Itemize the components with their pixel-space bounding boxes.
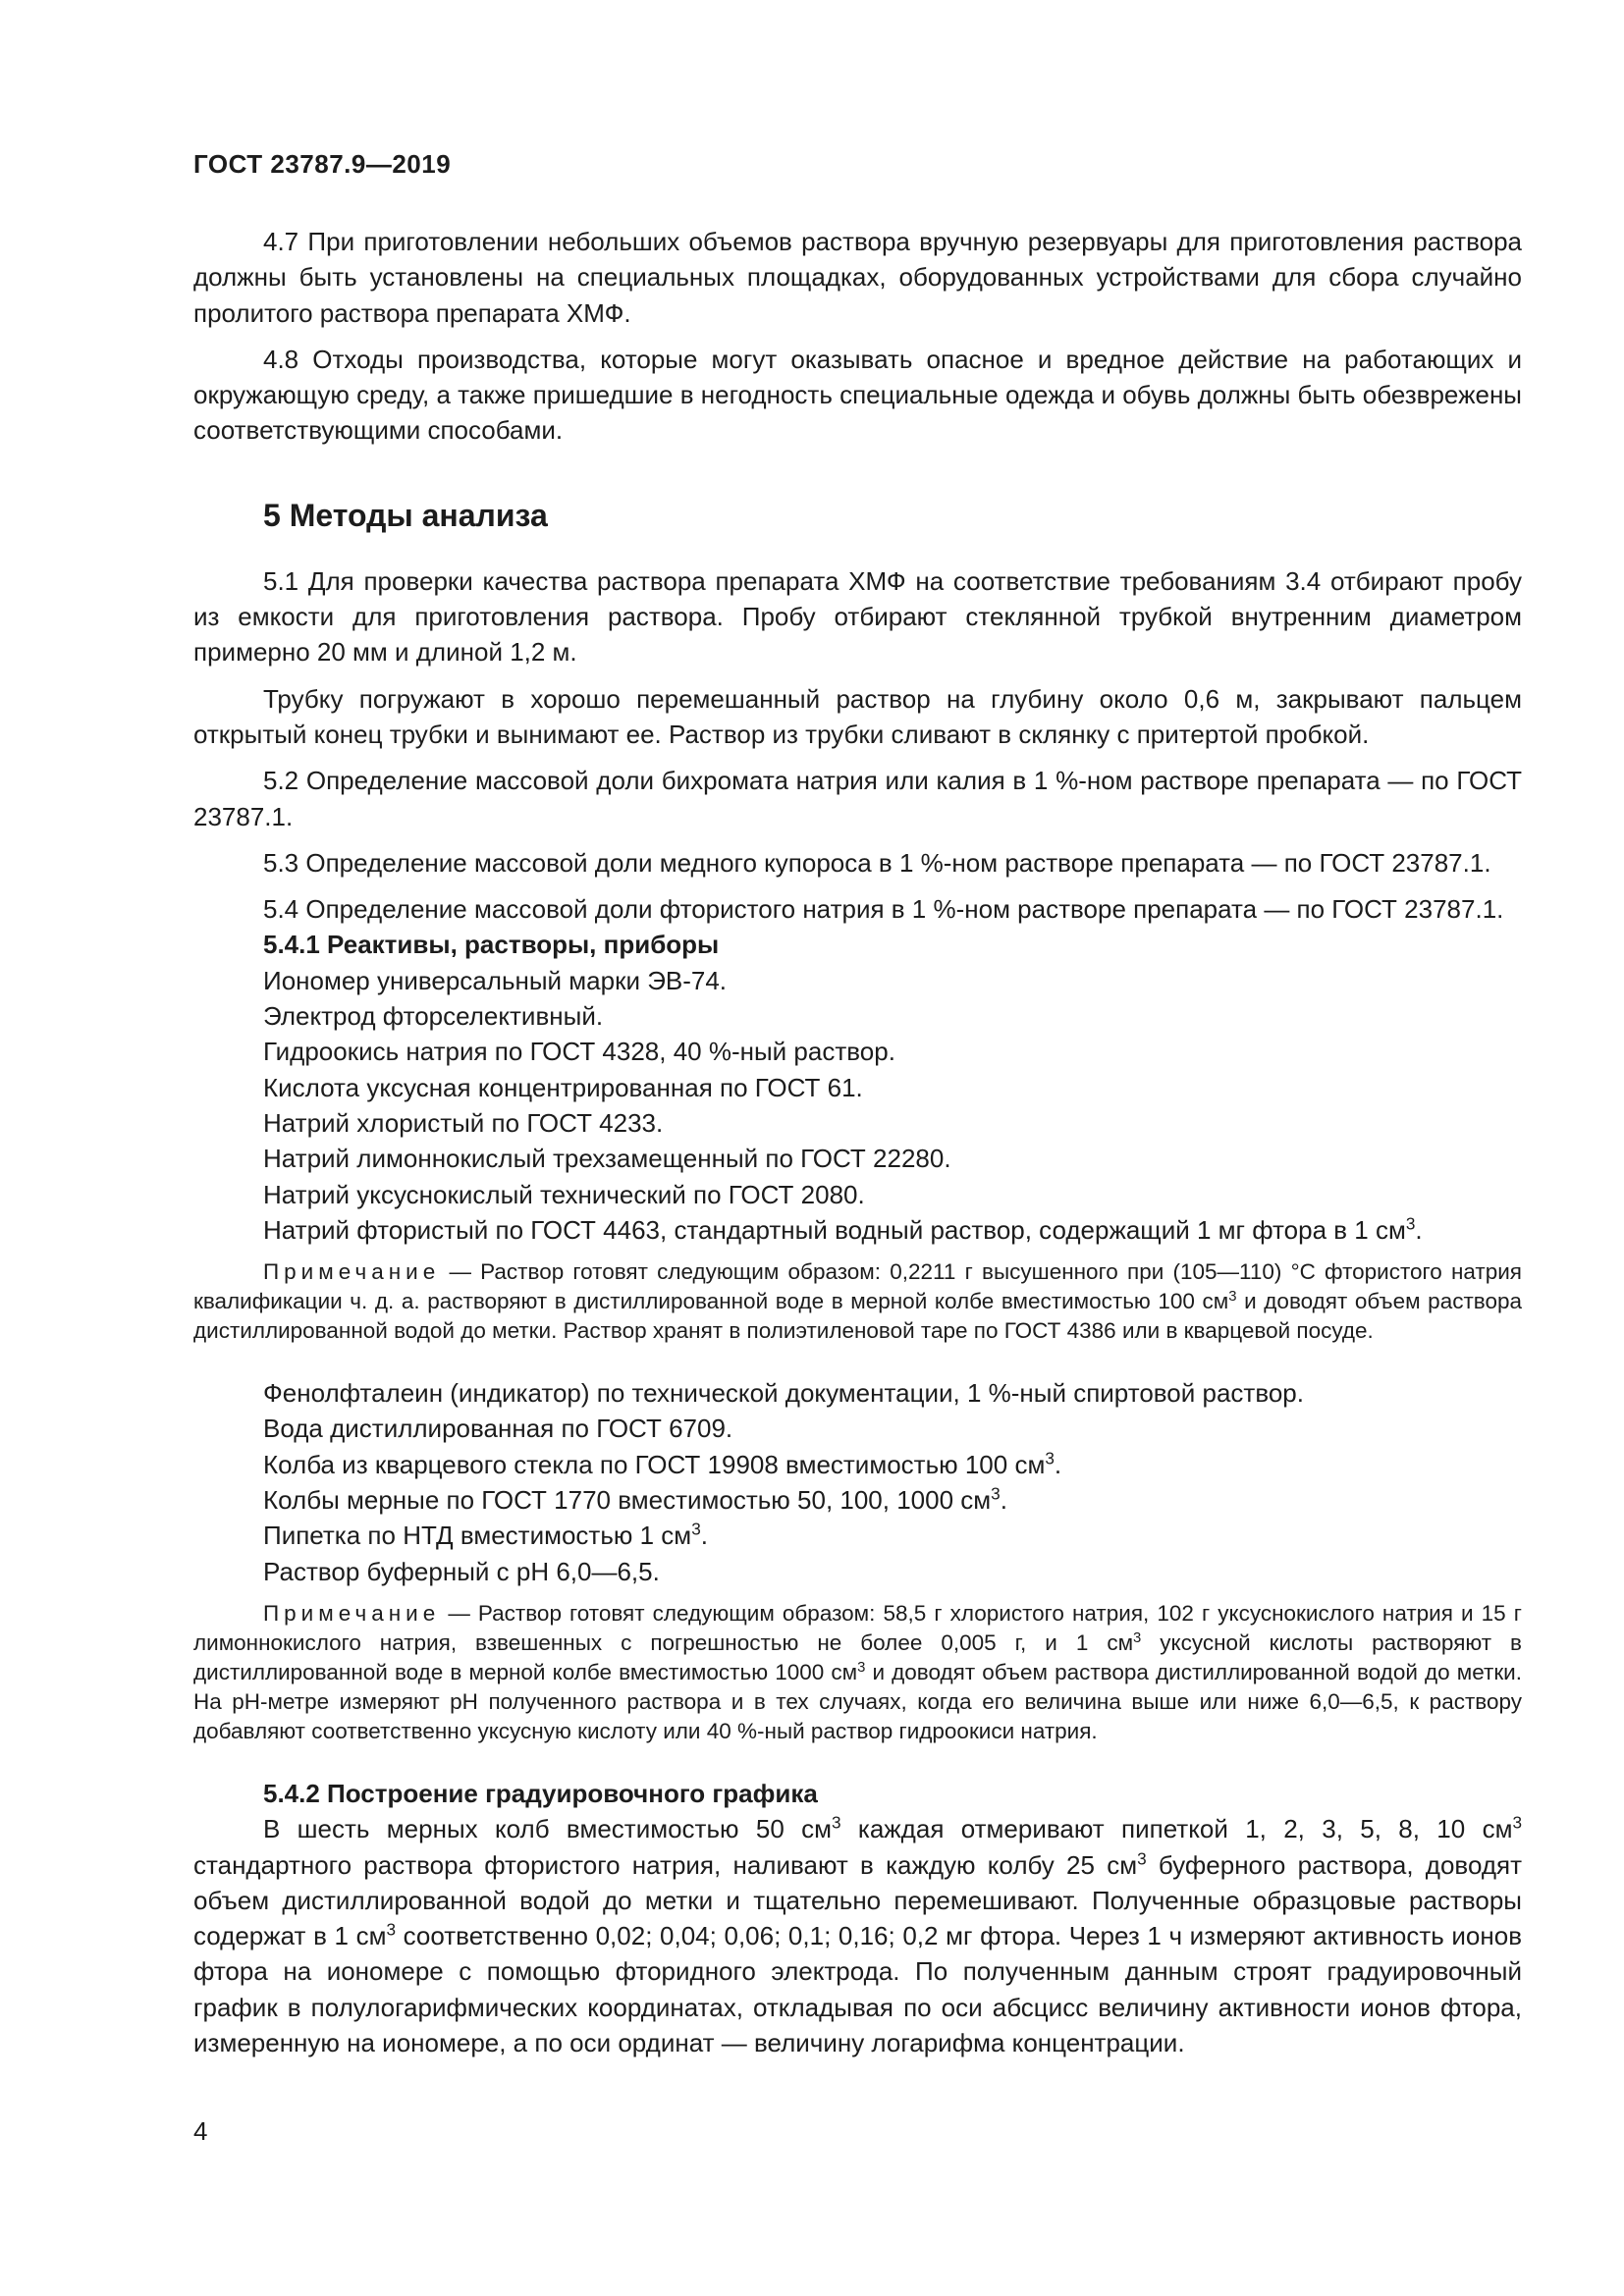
superscript: 3 xyxy=(1405,1213,1416,1234)
paragraph-5-4-2 xyxy=(193,1811,1522,2060)
page-content xyxy=(193,224,1522,2060)
superscript: 3 xyxy=(991,1483,1001,1504)
paragraph-text: буферного раствора, доводят объем дистиллированной водой до метки и тщательно перемешивают. Полученные образцовые растворы содержат в 1 см xyxy=(193,1849,1522,1951)
reagent-item: Натрий хлористый по ГОСТ 4233. xyxy=(263,1107,664,1138)
paragraph-5-3: 5.3 Определение массовой доли медного купороса в 1 %-ном растворе препарата — по ГОСТ 23787.1. xyxy=(263,847,1491,878)
reagent-text: Раствор буферный с рН 6,0—6,5. xyxy=(263,1556,660,1586)
reagent-text: Фенолфталеин (индикатор) по технической документации, 1 %-ный спиртовой раствор. xyxy=(263,1378,1304,1409)
reagent-text: Колбы мерные по ГОСТ 1770 вместимостью 50, 100, 1000 см xyxy=(263,1485,992,1516)
subsection-heading-5-4-2: 5.4.2 Построение градуировочного графика xyxy=(263,1778,818,1808)
reagent-item xyxy=(193,1518,1522,1553)
reagent-end: . xyxy=(700,1521,708,1551)
reagent-end: . xyxy=(1415,1214,1423,1245)
reagent-text: Пипетка по НТД вместимостью 1 см xyxy=(263,1521,692,1551)
superscript: 3 xyxy=(832,1812,841,1833)
reagent-end: . xyxy=(1000,1485,1007,1516)
superscript: 3 xyxy=(857,1659,866,1676)
note-text: и доводят объем раствора дистиллированной водой до метки. Раствор хранят в полиэтиленовой таре по ГОСТ 4386 или в кварцевой посуде. xyxy=(193,1289,1523,1344)
superscript: 3 xyxy=(1137,1848,1147,1869)
paragraph-text: В шесть мерных колб вместимостью 50 см xyxy=(263,1814,832,1844)
subsection-heading-5-4-1: 5.4.1 Реактивы, растворы, приборы xyxy=(263,930,720,960)
paragraph-text: соответственно 0,02; 0,04; 0,06; 0,1; 0,16; 0,2 мг фтора. Через 1 ч измеряют активность ионов фтора на иономере с помощью фторидного электрода. По полученным данным строят градуировочный график в полулогарифмических координатах, откладывая по оси абсцисс величину активности ионов фтора, измеренную на иономере, а по оси ординат — величину логарифма концентрации. xyxy=(193,1921,1523,2057)
reagent-item: Натрий уксуснокислый технический по ГОСТ 2080. xyxy=(263,1179,865,1209)
reagent-item xyxy=(193,1447,1522,1482)
section-title: 5 Методы анализа xyxy=(263,497,548,533)
paragraph-5-4: 5.4 Определение массовой доли фтористого натрия в 1 %-ном растворе препарата — по ГОСТ 23787.1. xyxy=(263,894,1504,925)
page-number: 4 xyxy=(193,2116,208,2146)
reagent-item: Гидроокись натрия по ГОСТ 4328, 40 %-ный раствор. xyxy=(263,1037,895,1067)
reagent-item xyxy=(193,1482,1522,1518)
paragraph-5-1: 5.1 Для проверки качества раствора препарата ХМФ на соответствие требованиям 3.4 отбирают пробу из емкости для приготовления раствора. Пробу отбирают стеклянной трубкой внутренним диаметром примерно 20 мм и длиной 1,2 м. xyxy=(193,565,1522,667)
note-block xyxy=(193,1257,1522,1346)
paragraph-4-8: 4.8 Отходы производства, которые могут оказывать опасное и вредное действие на работающих и окружающую среду, а также пришедшие в негодность специальные одежда и обувь должны быть обезврежены соответствующими способами. xyxy=(193,344,1522,446)
reagent-text: Колба из кварцевого стекла по ГОСТ 19908 вместимостью 100 см xyxy=(263,1449,1046,1479)
reagent-item: Кислота уксусная концентрированная по ГОСТ 61. xyxy=(263,1072,863,1102)
note-text: — Раствор готовят следующим образом: 0,2211 г высушенного при (105—110) °С фтористого натрия квалификации ч. д. а. растворяют в дистиллированной воде в мерной колбе вместимостью 100 см xyxy=(193,1259,1522,1314)
note-text: уксусной кислоты растворяют в дистиллированной воде в мерной колбе вместимостью 1000 см xyxy=(193,1629,1522,1684)
superscript: 3 xyxy=(691,1519,701,1539)
reagent-item xyxy=(193,1212,1522,1248)
superscript: 3 xyxy=(1133,1629,1142,1646)
note-block xyxy=(193,1599,1522,1746)
reagent-item: Электрод фторселективный. xyxy=(263,1001,604,1032)
note-text: и доводят объем раствора дистиллированной водой до метки. На рН-метре измеряют рН полученного раствора и в тех случаях, когда его величина выше или ниже 6,0—6,5, к раствору добавляют соответственно уксусную кислоту или 40 %-ный раствор гидроокиси натрия. xyxy=(193,1659,1522,1743)
note-label: Примечание xyxy=(263,1259,441,1285)
paragraph-5-2: 5.2 Определение массовой доли бихромата натрия или калия в 1 %-ном растворе препарата — по ГОСТ 23787.1. xyxy=(193,766,1522,831)
reagent-item xyxy=(193,1411,1522,1446)
reagent-item: Натрий лимоннокислый трехзамещенный по ГОСТ 22280. xyxy=(263,1144,951,1174)
reagent-text: Вода дистиллированная по ГОСТ 6709. xyxy=(263,1414,733,1444)
paragraph-5-1-continued: Трубку погружают в хорошо перемешанный раствор на глубину около 0,6 м, закрывают пальцем открытый конец трубки и вынимают ее. Раствор из трубки сливают в склянку с притертой пробкой. xyxy=(193,683,1522,749)
paragraph-text: каждая отмеривают пипеткой 1, 2, 3, 5, 8, 10 см xyxy=(840,1814,1513,1844)
superscript: 3 xyxy=(1512,1812,1522,1833)
note-label: Примечание xyxy=(263,1600,441,1626)
reagent-item xyxy=(193,1554,1522,1589)
note-text: — Раствор готовят следующим образом: 58,5 г хлористого натрия, 102 г уксуснокислого натрия и 15 г лимоннокислого натрия, взвешенных с погрешностью не более 0,005 г, и 1 см xyxy=(193,1600,1522,1655)
paragraph-4-7: 4.7 При приготовлении небольших объемов раствора вручную резервуары для приготовления раствора должны быть установлены на специальных площадках, оборудованных устройствами для сбора случайно пролитого раствора препарата ХМФ. xyxy=(193,227,1522,328)
superscript: 3 xyxy=(1228,1288,1237,1305)
reagent-item xyxy=(193,1375,1522,1411)
superscript: 3 xyxy=(386,1919,397,1940)
reagent-item: Иономер универсальный марки ЭВ-74. xyxy=(263,965,728,995)
reagent-end: . xyxy=(1054,1449,1062,1479)
reagent-text: Натрий фтористый по ГОСТ 4463, стандартный водный раствор, содержащий 1 мг фтора в 1 см xyxy=(263,1214,1406,1245)
page-header: ГОСТ 23787.9—2019 xyxy=(193,149,452,179)
paragraph-text: стандартного раствора фтористого натрия, наливают в каждую колбу 25 см xyxy=(193,1849,1138,1880)
superscript: 3 xyxy=(1045,1448,1055,1468)
